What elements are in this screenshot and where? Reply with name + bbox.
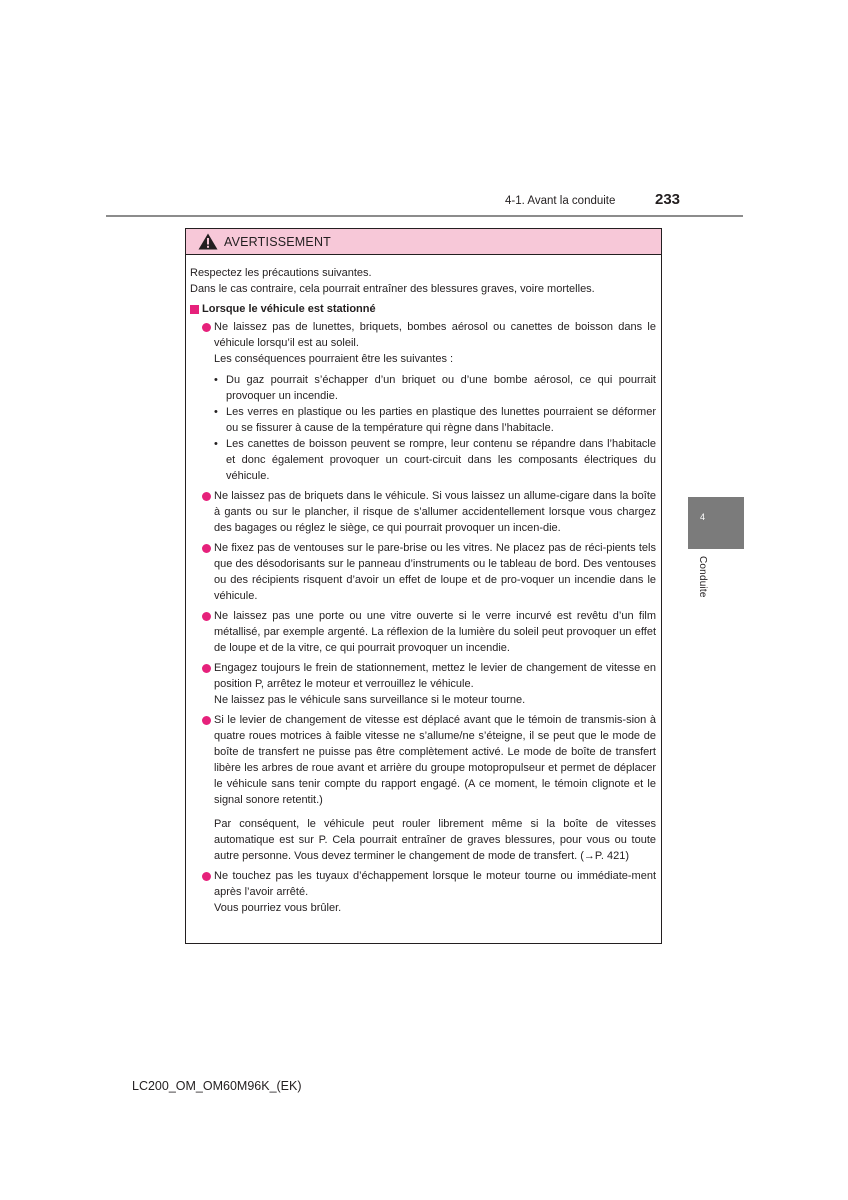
item-paragraph: Engagez toujours le frein de stationnement, mettez le levier de changement de vitesse en position P, arrêtez le moteur et verrouillez le véhicule. (214, 662, 656, 690)
warning-title: AVERTISSEMENT (224, 234, 332, 249)
warning-item (190, 608, 656, 656)
chapter-number: 4 (700, 512, 706, 522)
header-divider (106, 215, 743, 217)
intro-line: Respectez les précautions suivantes. (190, 267, 372, 279)
section-title (190, 301, 656, 317)
sub-item (214, 404, 656, 436)
item-paragraph: Vous pourriez vous brûler. (214, 902, 342, 914)
item-paragraph: Ne laissez pas une porte ou une vitre ouverte si le verre incurvé est revêtu d’un film métallisé, par exemple argenté. La réflexion de la lumière du soleil peut provoquer un effet de loupe et de la vitre, ce qui pourrait provoquer un incendie. (214, 610, 656, 654)
warning-triangle-icon (198, 233, 218, 250)
bullet-dot-icon (202, 716, 211, 725)
bullet-dot-icon (202, 323, 211, 332)
intro-line: Dans le cas contraire, cela pourrait entraîner des blessures graves, voire mortelles. (190, 283, 595, 295)
warning-item (190, 660, 656, 708)
sub-bullet-icon: • (214, 438, 218, 450)
item-paragraph: Ne laissez pas le véhicule sans surveillance si le moteur tourne. (214, 694, 526, 706)
section-heading: 4-1. Avant la conduite (505, 195, 616, 207)
item-paragraph: Par conséquent, le véhicule peut rouler librement même si la boîte de vitesses automatique est sur P. Cela pourrait entraîner de graves blessures, pour vous ou toute autre personne. Vous devez terminer le changement de mode de transfert. (→P. 421) (214, 818, 656, 862)
warning-box (185, 228, 662, 944)
sub-item-text: Les canettes de boisson peuvent se rompre, leur contenu se répandre dans l’habitacle et donc également provoquer un court-circuit dans les composants électriques du véhicule. (226, 438, 656, 482)
chapter-title: Conduite (697, 556, 708, 598)
bullet-dot-icon (202, 872, 211, 881)
bullet-dot-icon (202, 612, 211, 621)
warning-item (190, 540, 656, 604)
sub-bullet-icon: • (214, 374, 218, 386)
bullet-dot-icon (202, 544, 211, 553)
chapter-tab (688, 497, 744, 549)
warning-intro (190, 265, 656, 297)
item-paragraph: Ne fixez pas de ventouses sur le pare-brise ou les vitres. Ne placez pas de réci-pients tels que des désodorisants sur le panneau d’instruments ou le tableau de bord. Des ventouses ou des récipients risquent d’avoir un effet de loupe et de pro-voquer un incendie dans le véhicule. (214, 542, 656, 602)
document-code: LC200_OM_OM60M96K_(EK) (132, 1079, 302, 1093)
warning-item (190, 868, 656, 916)
item-paragraph: Les conséquences pourraient être les suivantes : (214, 353, 454, 365)
sub-item (214, 436, 656, 484)
warning-item (190, 319, 656, 484)
warning-body (186, 255, 661, 916)
square-bullet-icon (190, 305, 199, 314)
item-paragraph: Ne laissez pas de briquets dans le véhicule. Si vous laissez un allume-cigare dans la boîte à gants ou sur le plancher, il risque de s’allumer accidentellement lorsque vous chargez des bagages ou réglez le siège, ce qui pourrait provoquer un incen-die. (214, 490, 656, 534)
bullet-dot-icon (202, 492, 211, 501)
bullet-dot-icon (202, 664, 211, 673)
item-paragraph: Ne touchez pas les tuyaux d’échappement lorsque le moteur tourne ou immédiate-ment après l’avoir arrêté. (214, 870, 656, 898)
sub-item-text: Du gaz pourrait s’échapper d’un briquet ou d’une bombe aérosol, ce qui pourrait provoquer un incendie. (226, 374, 656, 402)
page-number: 233 (655, 191, 681, 208)
section-title-text: Lorsque le véhicule est stationné (202, 303, 376, 315)
warning-item (190, 488, 656, 536)
item-paragraph: Si le levier de changement de vitesse est déplacé avant que le témoin de transmis-sion à quatre roues motrices à faible vitesse ne s’allume/ne s’éteigne, il se peut que le mode de boîte de transfert ne puisse pas être complètement activé. Le mode de boîte de transfert libère les arbres de roue avant et arrière du groupe motopropulseur et permet de déplacer le véhicule sans tenir compte du rapport engagé. (A ce moment, le témoin clignote et le signal sonore retentit.) (214, 714, 656, 806)
warning-header (186, 229, 661, 255)
sub-item (214, 372, 656, 404)
sub-bullet-icon: • (214, 406, 218, 418)
warning-item (190, 712, 656, 864)
item-paragraph: Ne laissez pas de lunettes, briquets, bombes aérosol ou canettes de boisson dans le véhicule lorsqu’il est au soleil. (214, 321, 656, 349)
sub-item-text: Les verres en plastique ou les parties en plastique des lunettes pourraient se déformer ou se fissurer à cause de la température qui règne dans l’habitacle. (226, 406, 656, 434)
sub-list (214, 372, 656, 484)
